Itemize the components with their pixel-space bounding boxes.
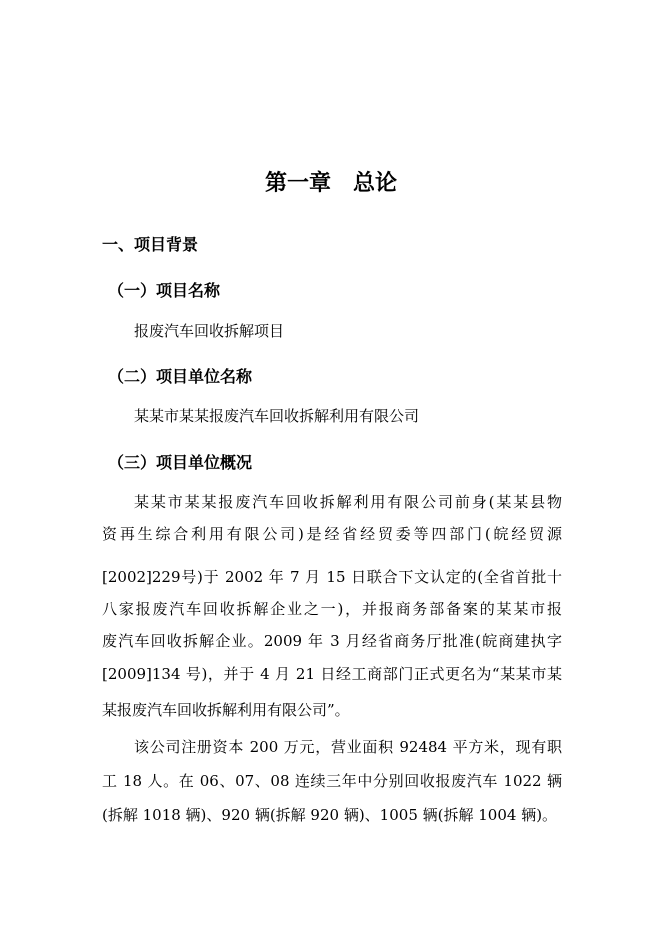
paragraph-line: [2009]134 号)，并于 4 月 21 日经工商部门正式更名为“某某市某: [102, 665, 562, 683]
subsection-heading-project-name: （一）项目名称: [108, 281, 221, 300]
paragraph-line: 八家报废汽车回收拆解企业之一)，并报商务部备案的某某市报: [102, 600, 562, 618]
paragraph-line: 该公司注册资本 200 万元，营业面积 92484 平方米，现有职: [134, 738, 562, 756]
subsection-heading-unit-name: （二）项目单位名称: [108, 367, 253, 386]
chapter-title: 第一章 总论: [264, 170, 397, 196]
paragraph-line: [2002]229号)于 2002 年 7 月 15 日联合下文认定的(全省首批十: [102, 568, 562, 586]
subsection-heading-unit-overview: （三）项目单位概况: [108, 453, 253, 472]
paragraph-line: 废汽车回收拆解企业。2009 年 3 月经省商务厅批准(皖商建执字: [102, 632, 562, 650]
paragraph-line: 资再生综合利用有限公司)是经省经贸委等四部门(皖经贸源: [102, 525, 562, 543]
project-name-text: 报废汽车回收拆解项目: [134, 322, 285, 340]
section-heading: 一、项目背景: [102, 235, 199, 254]
paragraph-line: 工 18 人。在 06、07、08 连续三年中分别回收报废汽车 1022 辆: [102, 772, 562, 790]
paragraph-line: 某某市某某报废汽车回收拆解利用有限公司前身(某某县物: [134, 493, 562, 511]
paragraph-line: (拆解 1018 辆)、920 辆(拆解 920 辆)、1005 辆(拆解 1004 辆)。: [102, 806, 558, 824]
unit-name-text: 某某市某某报废汽车回收拆解利用有限公司: [134, 407, 420, 425]
paragraph-line: 某报废汽车回收拆解利用有限公司”。: [102, 701, 350, 719]
